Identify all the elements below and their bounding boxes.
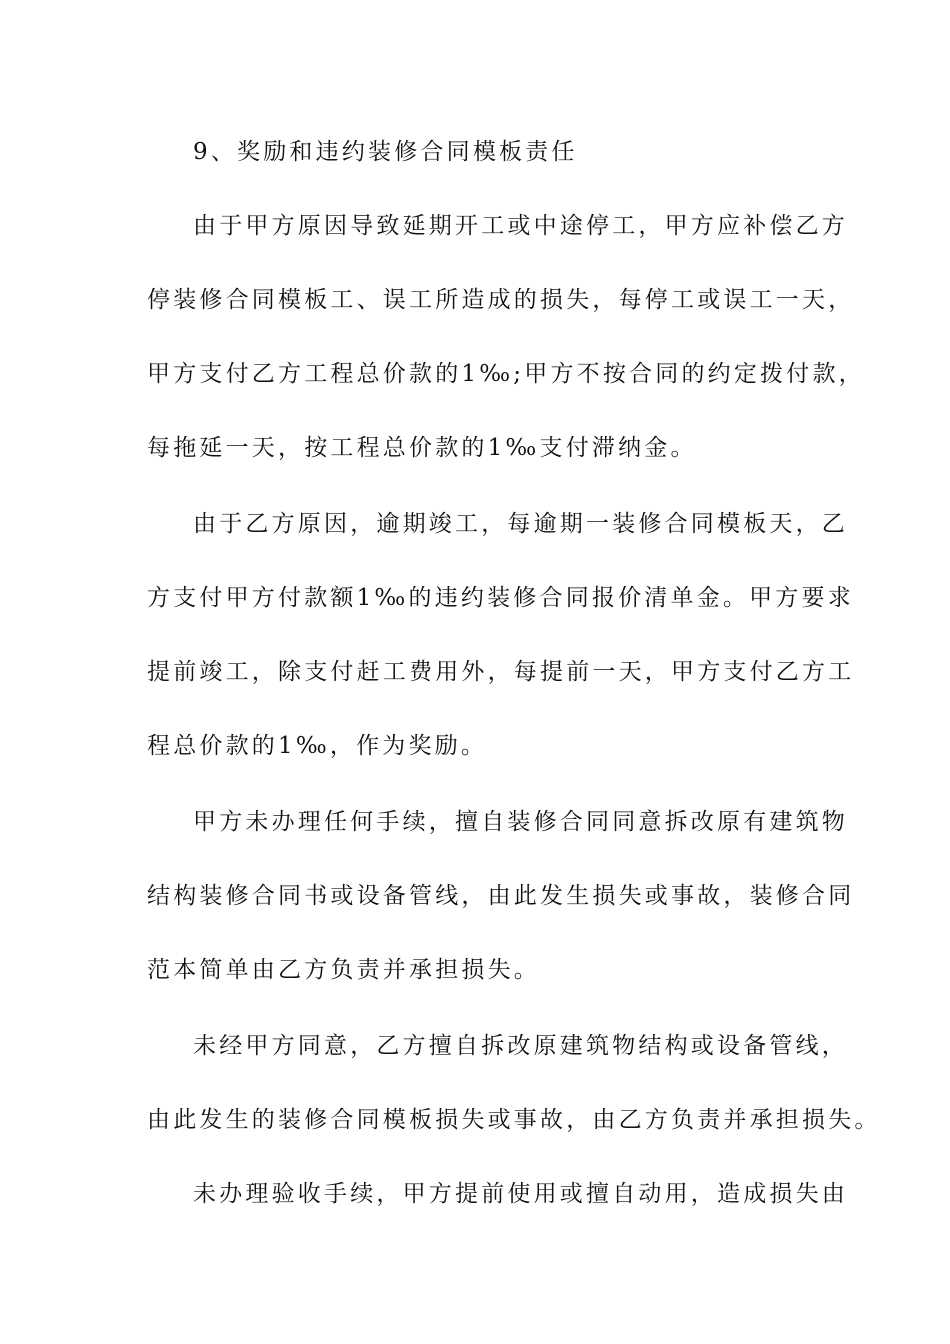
paragraph-4-line-1: 未经甲方同意，乙方擅自拆改原建筑物结构或设备管线， <box>193 1033 848 1059</box>
paragraph-2-line-1: 由于乙方原因，逾期竣工，每逾期一装修合同模板天，乙 <box>193 511 848 537</box>
paragraph-1-line-4: 每拖延一天，按工程总价款的1‰支付滞纳金。 <box>147 435 697 461</box>
paragraph-2-line-4: 程总价款的1‰，作为奖励。 <box>147 733 488 759</box>
paragraph-2-line-3: 提前竣工，除支付赶工费用外，每提前一天，甲方支付乙方工 <box>147 659 855 685</box>
section-heading: 9、奖励和违约装修合同模板责任 <box>193 139 578 165</box>
paragraph-3-line-1: 甲方未办理任何手续，擅自装修合同同意拆改原有建筑物 <box>193 809 848 835</box>
paragraph-3-line-2: 结构装修合同书或设备管线，由此发生损失或事故，装修合同 <box>147 883 855 909</box>
paragraph-3-line-3: 范本简单由乙方负责并承担损失。 <box>147 957 540 983</box>
paragraph-4-line-2: 由此发生的装修合同模板损失或事故，由乙方负责并承担损失。 <box>147 1107 881 1133</box>
paragraph-1-line-1: 由于甲方原因导致延期开工或中途停工，甲方应补偿乙方 <box>193 213 848 239</box>
paragraph-2-line-2: 方支付甲方付款额1‰的违约装修合同报价清单金。甲方要求 <box>147 585 854 611</box>
paragraph-1-line-3: 甲方支付乙方工程总价款的1‰;甲方不按合同的约定拨付款， <box>147 361 865 387</box>
paragraph-1-line-2: 停装修合同模板工、误工所造成的损失，每停工或误工一天， <box>147 287 855 313</box>
paragraph-5-line-1: 未办理验收手续，甲方提前使用或擅自动用，造成损失由 <box>193 1181 848 1207</box>
